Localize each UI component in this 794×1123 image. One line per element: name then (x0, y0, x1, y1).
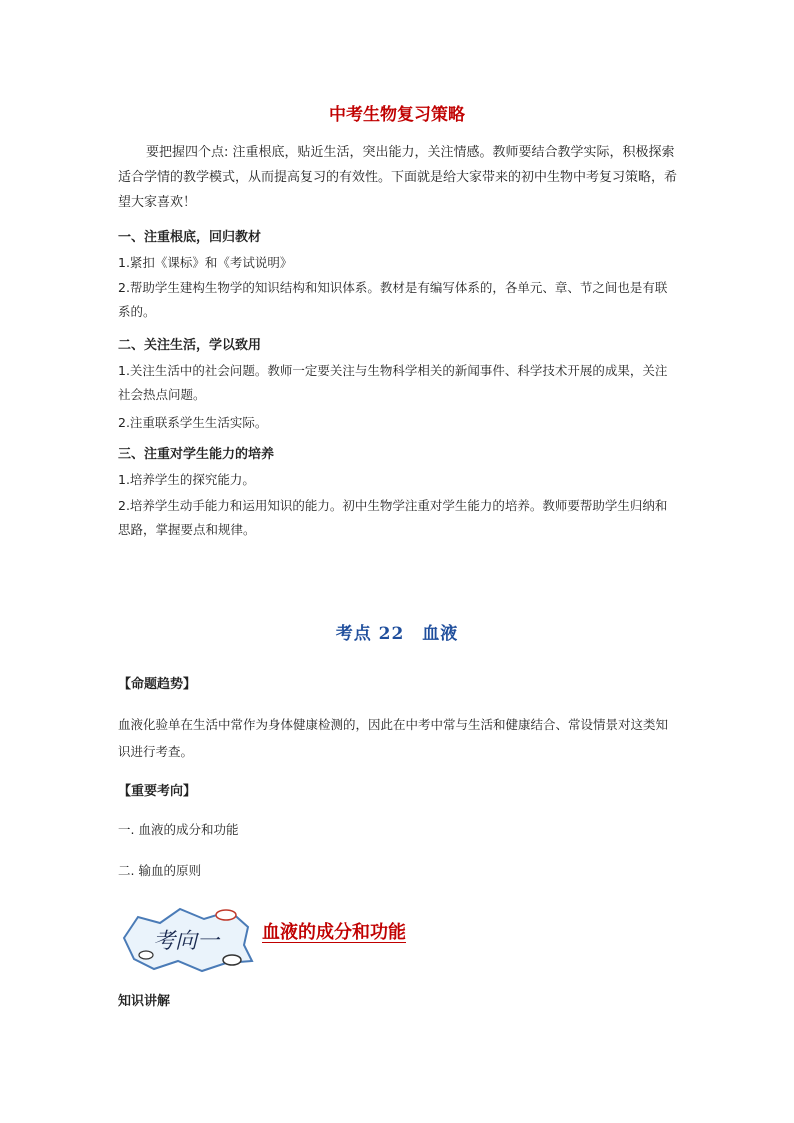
section-2-item-2: 2.注重联系学生生活实际。 (118, 415, 268, 430)
section-3-item-1: 1.培养学生的探究能力。 (118, 472, 255, 487)
banner-title: 血液的成分和功能 (262, 922, 406, 943)
direction-label: 【重要考向】 (118, 784, 197, 799)
banner-badge-icon (118, 905, 258, 975)
banner-label: 考向一 (152, 929, 220, 954)
section-1-heading: 一、注重根底，回归教材 (118, 230, 262, 245)
knowledge-label: 知识讲解 (118, 994, 171, 1009)
intro-paragraph: 要把握四个点: 注重根底，贴近生活，突出能力，关注情感。教师要结合教学实际，积极探索适合学情的教学模式，从而提高复习的有效性。下面就是给大家带来的初中生物中考复习策略，希望大家喜欢！ (118, 145, 678, 210)
direction-item-1: 一. 血液的成分和功能 (118, 822, 239, 837)
section-2-heading: 二、关注生活，学以致用 (118, 338, 262, 353)
kaodian-title: 考点 22 血液 (335, 624, 459, 644)
direction-item-2: 二. 输血的原则 (118, 863, 201, 878)
section-3-heading: 三、注重对学生能力的培养 (118, 447, 275, 462)
section-2-item-1: 1.关注生活中的社会问题。教师一定要关注与生物科学相关的新闻事件、科学技术开展的成果，关注社会热点问题。 (118, 363, 668, 402)
trend-label: 【命题趋势】 (118, 677, 197, 692)
trend-text: 血液化验单在生活中常作为身体健康检测的，因此在中考中常与生活和健康结合、常设情景对这类知识进行考查。 (118, 717, 669, 759)
section-1-item-1: 1.紧扣《课标》和《考试说明》 (118, 255, 293, 270)
section-3-item-2: 2.培养学生动手能力和运用知识的能力。初中生物学注重对学生能力的培养。教师要帮助学生归纳和思路，掌握要点和规律。 (118, 498, 668, 537)
section-1-item-2: 2.帮助学生建构生物学的知识结构和知识体系。教材是有编写体系的，各单元、章、节之间也是有联系的。 (118, 280, 668, 319)
main-title: 中考生物复习策略 (329, 105, 465, 125)
kaoxiang-banner (118, 905, 258, 975)
